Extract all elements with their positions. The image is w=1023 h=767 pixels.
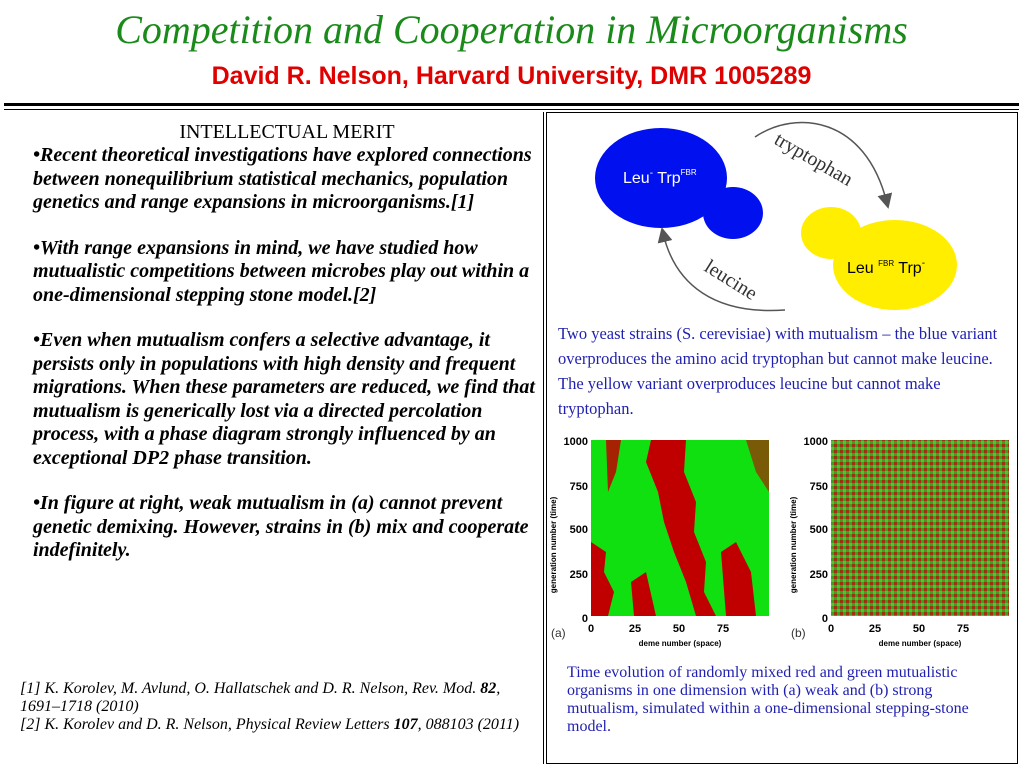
y-tick: 1000: [803, 436, 828, 448]
yeast-caption: Two yeast strains (S. cerevisiae) with mutualism – the blue variant overproduces the amino acid tryptophan but cannot make leucine. The yellow variant overproduces leucine but cannot make tryptophan.: [558, 324, 998, 418]
reference-1: [1] K. Korolev, M. Avlund, O. Hallatschek and D. R. Nelson, Rev. Mod. 82, 1691–1718 (2010): [20, 680, 501, 715]
header-rule-thin: [4, 109, 1019, 110]
bullet-point: •Even when mutualism confers a selective advantage, it persists only in populations with high density and frequent migrations. When these parameters are reduced, we find that mutualism is generically lost via a directed percolation process, with a phase diagram strongly influenced by an exceptional DP2 phase transition.: [33, 329, 535, 469]
y-tick: 0: [581, 613, 588, 625]
x-tick: 0: [827, 623, 835, 635]
y-tick: 250: [569, 569, 588, 581]
simulation-image-a: [591, 440, 769, 616]
plot-a-weak-mutualism: [546, 432, 784, 654]
yellow-strain-label: Leu $^{FBR}$ Trp-: [847, 258, 926, 277]
y-tick: 500: [809, 524, 828, 536]
panel-label-a: (a): [551, 626, 566, 640]
simulation-image-b: [831, 440, 1009, 616]
references: [20, 680, 540, 734]
x-tick: 25: [628, 623, 642, 635]
panel-label-b: (b): [791, 626, 806, 640]
y-tick: 250: [809, 569, 828, 581]
header-rule: [4, 103, 1019, 106]
leucine-label: leucine: [700, 255, 761, 305]
slide-title: Competition and Cooperation in Microorganisms: [115, 7, 908, 52]
slide-subtitle: David R. Nelson, Harvard University, DMR 1005289: [211, 62, 812, 90]
x-tick: 50: [912, 623, 926, 635]
bullet-point: •With range expansions in mind, we have studied how mutualistic competitions between microbes play out within a one-dimensional stepping stone model.[2]: [33, 236, 530, 306]
reference-2: [2] K. Korolev and D. R. Nelson, Physical Review Letters 107, 088103 (2011): [20, 716, 520, 733]
y-tick: 1000: [563, 436, 588, 448]
y-tick: 500: [569, 524, 588, 536]
x-tick: 0: [587, 623, 595, 635]
x-axis-label: deme number (space): [638, 639, 722, 648]
y-tick: 750: [569, 481, 588, 493]
x-tick: 75: [956, 623, 970, 635]
simulation-caption: Time evolution of randomly mixed red and green mutualistic organisms in one dimension with (a) weak and (b) strong mutualism, simulated within a one-dimensional stepping-stone model.: [567, 664, 969, 735]
column-divider: [543, 112, 544, 764]
x-tick: 25: [868, 623, 882, 635]
tryptophan-label: tryptophan: [770, 128, 857, 191]
bullet-point: •Recent theoretical investigations have explored connections between nonequilibrium statistical mechanics, population genetics and range expansions in microorganisms.[1]: [33, 144, 532, 213]
x-tick: 50: [672, 623, 686, 635]
x-axis-label: deme number (space): [878, 639, 962, 648]
y-axis-label: generation number (time): [789, 496, 798, 594]
section-heading: INTELLECTUAL MERIT: [179, 121, 395, 143]
y-axis-label: generation number (time): [549, 496, 558, 594]
y-tick: 0: [821, 613, 828, 625]
bullet-point: •In figure at right, weak mutualism in (a) cannot prevent genetic demixing. However, strains in (b) mix and cooperate indefinitely.: [33, 492, 529, 561]
blue-strain-label: Leu- Trp$^{FBR}$: [623, 168, 697, 187]
yeast-mutualism-diagram: [595, 115, 975, 315]
x-tick: 75: [716, 623, 730, 635]
intellectual-merit-section: [33, 121, 541, 585]
plot-b-strong-mutualism: [786, 432, 1018, 654]
y-tick: 750: [809, 481, 828, 493]
